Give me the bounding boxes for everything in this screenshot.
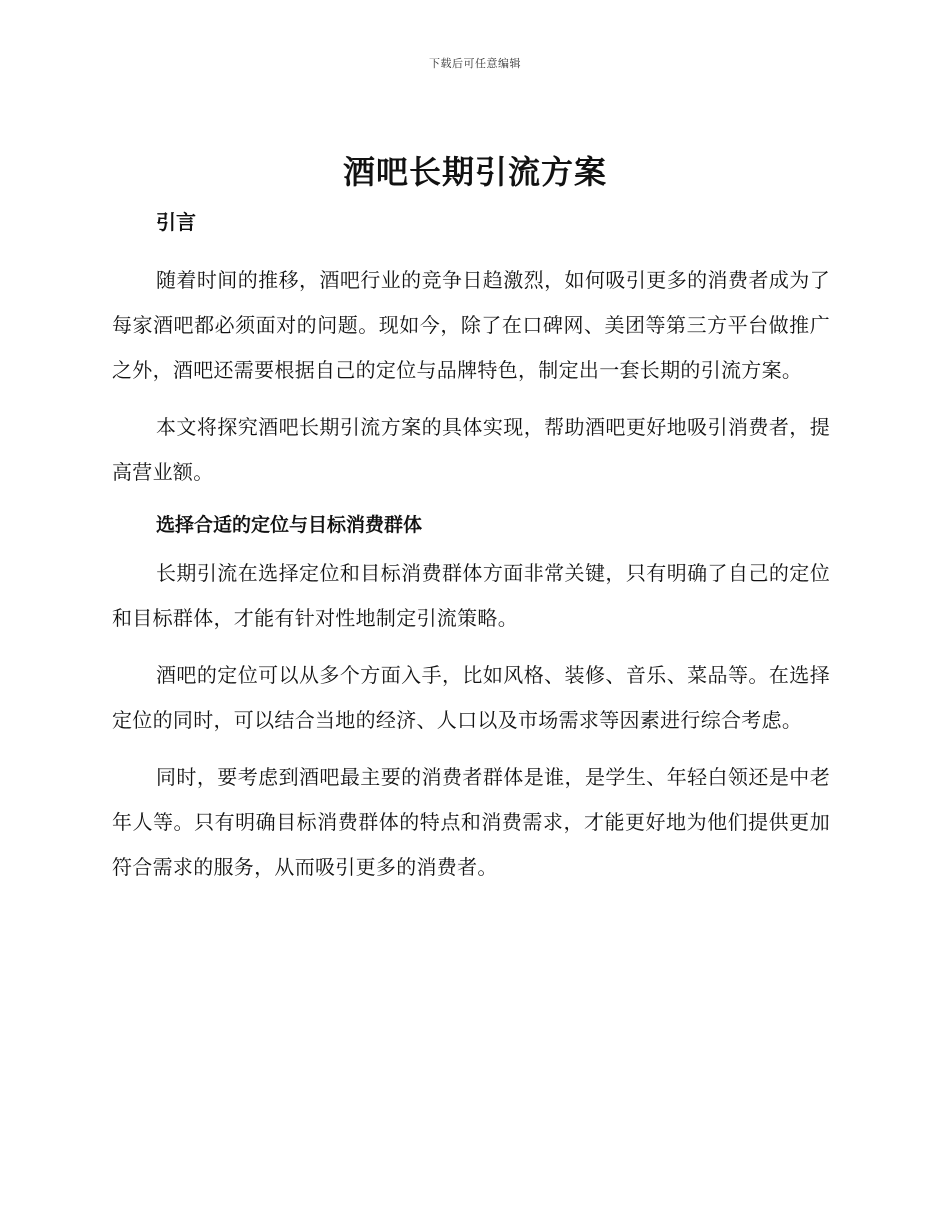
paragraph: 同时，要考虑到酒吧最主要的消费者群体是谁，是学生、年轻白领还是中老年人等。只有明确目标消费群体的特点和消费需求，才能更好地为他们提供更加符合需求的服务，从而吸引更多的消费者。 — [112, 765, 830, 879]
header-note: 下载后可任意编辑 — [429, 57, 521, 70]
paragraph: 酒吧的定位可以从多个方面入手，比如风格、装修、音乐、菜品等。在选择定位的同时，可以结合当地的经济、人口以及市场需求等因素进行综合考虑。 — [112, 663, 830, 732]
document-title: 酒吧长期引流方案 — [342, 153, 607, 191]
section-heading-positioning: 选择合适的定位与目标消费群体 — [156, 514, 423, 536]
document-body — [112, 204, 830, 902]
paragraph: 随着时间的推移，酒吧行业的竞争日趋激烈，如何吸引更多的消费者成为了每家酒吧都必须面对的问题。现如今，除了在口碑网、美团等第三方平台做推广之外，酒吧还需要根据自己的定位与品牌特色，制定出一套长期的引流方案。 — [112, 268, 830, 382]
paragraph: 长期引流在选择定位和目标消费群体方面非常关键，只有明确了自己的定位和目标群体，才能有针对性地制定引流策略。 — [112, 561, 830, 630]
paragraph: 本文将探究酒吧长期引流方案的具体实现，帮助酒吧更好地吸引消费者，提高营业额。 — [112, 415, 830, 484]
section-heading-intro: 引言 — [156, 210, 196, 234]
